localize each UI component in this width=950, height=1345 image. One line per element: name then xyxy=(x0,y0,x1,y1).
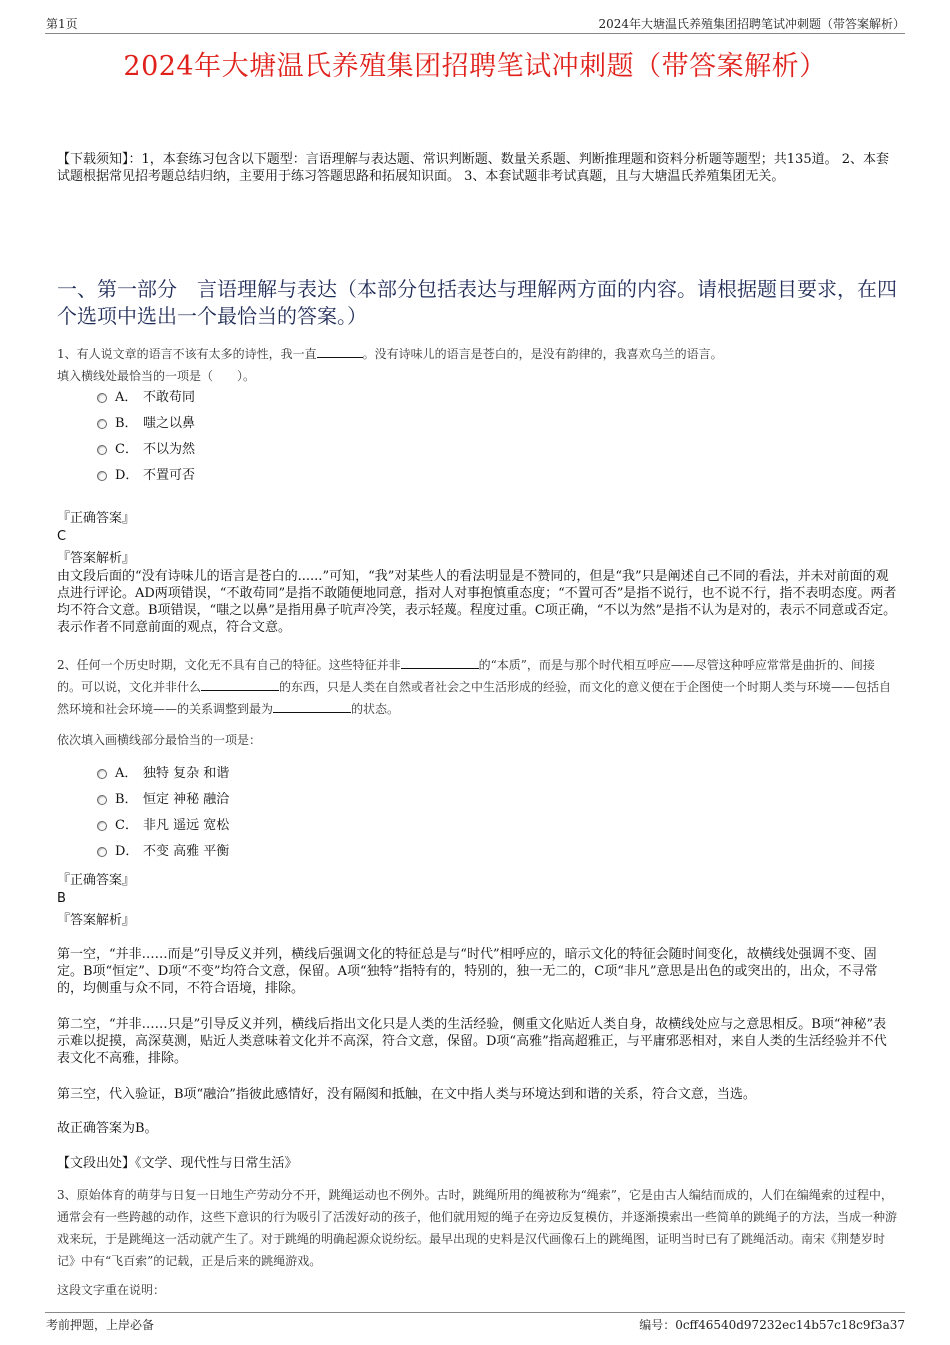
q2-blank-2 xyxy=(201,678,279,691)
download-notice: 【下载须知】：1，本套练习包含以下题型：言语理解与表达题、常识判断题、数量关系题、判断推理题和资料分析题等题型；共135道。 2、本套试题根据常见招考题总结归纳，主要用于练习答题思路和拓展知识面。 3、本套试题非考试真题，且与大塘温氏养殖集团无关。 xyxy=(57,152,889,184)
option-text: 非凡 遥远 宽松 xyxy=(143,818,230,833)
q2-analysis-1: 第一空，“并非……而是”引导反义并列，横线后强调文化的特征总是与“时代”相呼应的，暗示文化的特征会随时间变化，故横线处强调不变、固定。B项“恒定”、D项“不变”均符合文意，保留。A项“独特”指特有的，特别的，独一无二的，C项“非凡”意思是出色的或突出的，出众，不寻常的，均侧重与众不同，不符合语境，排除。 xyxy=(57,947,878,996)
radio-icon[interactable] xyxy=(97,847,107,857)
radio-icon[interactable] xyxy=(97,445,107,455)
section-heading: 一、第一部分 言语理解与表达（本部分包括表达与理解两方面的内容。请根据题目要求，在四个选项中选出一个最恰当的答案。） xyxy=(57,277,897,328)
option-text: 独特 复杂 和谐 xyxy=(143,766,230,781)
option-label: C． xyxy=(115,442,138,457)
option-label: C． xyxy=(115,818,138,833)
option-text: 恒定 神秘 融洽 xyxy=(143,792,230,807)
q2-analysis-label: 『答案解析』 xyxy=(57,913,136,928)
question-1-stem xyxy=(57,343,917,365)
option-text: 不置可否 xyxy=(143,468,196,483)
q2-stem-part-3: 的东西，只是人类在自然或者社会之中生活形成的经验，而文化的意义便在于企图使一个时期人类与环境——包括自然环境和社会环境——的关系调整到最为 xyxy=(57,680,892,716)
option-label: B． xyxy=(115,416,138,431)
q2-source: 【文段出处】《文学、现代性与日常生活》 xyxy=(57,1156,298,1171)
option-label: D． xyxy=(115,844,139,859)
q2-stem-part-1: 2、任何一个历史时期，文化无不具有自己的特征。这些特征并非 xyxy=(57,658,401,672)
option-label: A． xyxy=(115,390,138,405)
option-label: D． xyxy=(115,468,139,483)
q2-blank-1 xyxy=(401,656,479,669)
q1-stem-part-a: 1、有人说文章的语言不该有太多的诗性，我一直 xyxy=(57,347,317,361)
option-text: 不以为然 xyxy=(143,442,196,457)
page-title: 2024年大塘温氏养殖集团招聘笔试冲刺题（带答案解析） xyxy=(123,51,827,82)
radio-icon[interactable] xyxy=(97,471,107,481)
q2-stem-part-2: 的“本质”，而是与那个时代相互呼应——尽管这种呼应常常是曲折的、间接的。可以说，文化并非什么 xyxy=(57,658,875,694)
q2-stem-part-4: 的状态。 xyxy=(351,702,400,716)
radio-icon[interactable] xyxy=(97,393,107,403)
q2-blank-3 xyxy=(273,700,351,713)
q1-correct-answer: C xyxy=(57,529,67,544)
q1-stem-part-b: 。没有诗味儿的语言是苍白的，是没有韵律的，我喜欢乌兰的语言。 xyxy=(362,347,723,361)
q2-correct-answer-label: 『正确答案』 xyxy=(57,873,136,888)
q2-correct-answer: B xyxy=(57,891,66,906)
question-2-prompt: 依次填入画横线部分最恰当的一项是： xyxy=(57,733,262,747)
footer-doc-id: 编号：0cff46540d97232ec14b57c18c9f3a37 xyxy=(639,1318,905,1332)
q2-option-a[interactable] xyxy=(97,764,229,784)
q2-option-c[interactable] xyxy=(97,816,229,836)
q2-analysis-3: 第三空，代入验证，B项“融洽”指彼此感情好，没有隔阂和抵触，在文中指人类与环境达到和谐的关系，符合文意，当选。 xyxy=(57,1087,756,1102)
question-3-stem: 3、原始体育的萌芽与日复一日地生产劳动分不开，跳绳运动也不例外。古时，跳绳所用的绳被称为“绳索”，它是由古人编结而成的，人们在编绳索的过程中，通常会有一些跨越的动作，这些下意识的行为吸引了活泼好动的孩子，他们就用短的绳子在旁边反复模仿，并逐渐摸索出一些简单的跳绳子的方法，当成一种游戏来玩，于是跳绳这一活动就产生了。对于跳绳的明确起源众说纷纭。最早出现的史料是汉代画像石上的跳绳图，证明当时已有了跳绳活动。南宋《荆楚岁时记》中有“飞百索”的记载，正是后来的跳绳游戏。 xyxy=(57,1188,898,1268)
q1-option-b[interactable] xyxy=(97,414,195,434)
q2-option-d[interactable] xyxy=(97,842,229,862)
option-text: 嗤之以鼻 xyxy=(143,416,196,431)
q1-correct-answer-label: 『正确答案』 xyxy=(57,511,136,526)
page-number: 第1页 xyxy=(46,17,78,31)
option-text: 不变 高雅 平衡 xyxy=(143,844,230,859)
option-label: B． xyxy=(115,792,138,807)
question-3-prompt: 这段文字重在说明： xyxy=(57,1283,166,1297)
radio-icon[interactable] xyxy=(97,821,107,831)
q1-analysis-label: 『答案解析』 xyxy=(57,551,136,566)
q2-option-b[interactable] xyxy=(97,790,229,810)
q1-option-c[interactable] xyxy=(97,440,195,460)
option-text: 不敢苟同 xyxy=(143,390,196,405)
radio-icon[interactable] xyxy=(97,419,107,429)
q1-analysis: 由文段后面的“没有诗味儿的语言是苍白的......”可知，“我”对某些人的看法明显是不赞同的，但是“我”只是阐述自己不同的看法，并未对前面的观点进行评论。AD两项错误，“不敢苟同”是指不敢随便地同意，指对人对事抱慎重态度；“不置可否”是指不说行，也不说不行，指不表明态度。两者均不符合文意。B项错误，“嗤之以鼻”是指用鼻子吭声冷笑，表示轻蔑。程度过重。C项正确，“不以为然”是指不认为是对的，表示不同意或否定。表示作者不同意前面的观点，符合文意。 xyxy=(57,569,897,635)
option-label: A． xyxy=(115,766,138,781)
question-2-stem xyxy=(57,654,897,720)
footer-divider xyxy=(45,1312,905,1313)
question-1-prompt: 填入横线处最恰当的一项是（ ）。 xyxy=(57,369,256,383)
q2-analysis-4: 故正确答案为B。 xyxy=(57,1121,158,1136)
footer-slogan: 考前押题，上岸必备 xyxy=(46,1318,155,1332)
q1-option-a[interactable] xyxy=(97,388,195,408)
q2-analysis-2: 第二空，“并非……只是”引导反义并列，横线后指出文化只是人类的生活经验，侧重文化贴近人类自身，故横线处应与之意思相反。B项“神秘”表示难以捉摸，高深莫测，贴近人类意味着文化并不高深，符合文意，保留。D项“高雅”指高超雅正，与平庸邪恶相对，来自人类的生活经验并不代表文化不高雅，排除。 xyxy=(57,1017,887,1066)
header-divider xyxy=(45,33,905,34)
q1-blank xyxy=(317,345,363,358)
header-doc-title: 2024年大塘温氏养殖集团招聘笔试冲刺题（带答案解析） xyxy=(598,17,905,31)
radio-icon[interactable] xyxy=(97,795,107,805)
q1-option-d[interactable] xyxy=(97,466,195,486)
radio-icon[interactable] xyxy=(97,769,107,779)
